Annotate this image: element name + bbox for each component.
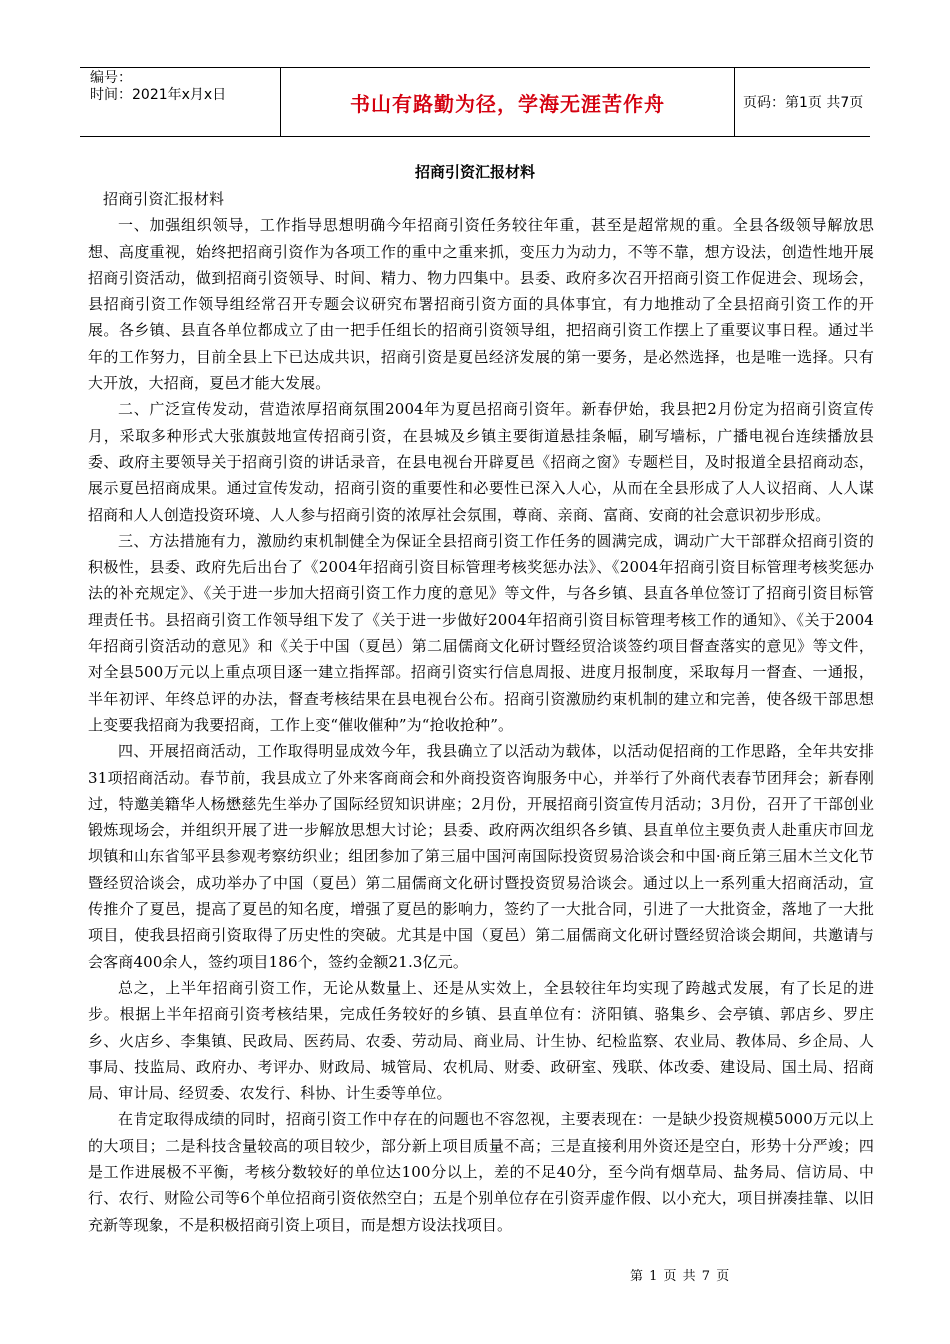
paragraph-4: 四、开展招商活动，工作取得明显成效今年，我县确立了以活动为载体，以活动促招商的工作思路，全年共安排31项招商活动。春节前，我县成立了外来客商商会和外商投资咨询服务中心，并举行了外商代表春节团拜会；新春刚过，特邀美籍华人杨懋慈先生举办了国际经贸知识讲座；2月份，开展招商引资宣传月活动；3月份，召开了干部创业锻炼现场会，并组织开展了进一步解放思想大讨论；县委、政府两次组织各乡镇、县直单位主要负责人赴重庆市回龙坝镇和山东省邹平县参观考察纺织业；组团参加了第三届中国河南国际投资贸易洽谈会和中国·商丘第三届木兰文化节暨经贸洽谈会，成功举办了中国（夏邑）第二届儒商文化研讨暨投资贸易洽谈会。通过以上一系列重大招商活动，宣传推介了夏邑，提高了夏邑的知名度，增强了夏邑的影响力，签约了一大批合同，引进了一大批资金，落地了一大批项目，使我县招商引资取得了历史性的突破。尤其是中国（夏邑）第二届儒商文化研讨暨经贸洽谈会期间，共邀请与会客商400余人，签约项目186个，签约金额21.3亿元。 bbox=[88, 742, 874, 971]
time-label: 时间：2021年x月x日 bbox=[90, 87, 227, 103]
paragraph-6: 在肯定取得成绩的同时，招商引资工作中存在的问题也不容忽视，主要表现在：一是缺少投资规模5000万元以上的大项目；二是科技含量较高的项目较少，部分新上项目质量不高；三是直接利用外资还是空白，形势十分严竣；四是工作进展极不平衡，考核分数较好的单位达100分以上，差的不足40分，至今尚有烟草局、盐务局、信访局、中行、农行、财险公司等6个单位招商引资依然空白；五是个别单位存在引资弄虚作假、以小充大，项目拼凑挂靠、以旧充新等现象，不是积极招商引资上项目，而是想方设法找项目。 bbox=[88, 1110, 874, 1234]
paragraph-1: 一、加强组织领导，工作指导思想明确今年招商引资任务较往年重，甚至是超常规的重。全县各级领导解放思想、高度重视，始终把招商引资作为各项工作的重中之重来抓，变压力为动力，不等不靠，想方设法，创造性地开展招商引资活动，做到招商引资领导、时间、精力、物力四集中。县委、政府多次召开招商引资工作促进会、现场会，县招商引资工作领导组经常召开专题会议研究布署招商引资方面的具体事宜，有力地推动了全县招商引资工作的开展。各乡镇、县直各单位都成立了由一把手任组长的招商引资领导组，把招商引资工作摆上了重要议事日程。通过半年的工作努力，目前全县上下已达成共识，招商引资是夏邑经济发展的第一要务，是必然选择，也是唯一选择。只有大开放，大招商，夏邑才能大发展。 bbox=[88, 216, 874, 393]
number-label: 编号： bbox=[90, 70, 132, 86]
footer-page-number: 第 1 页 共 7 页 bbox=[630, 1269, 731, 1284]
document-body bbox=[88, 186, 874, 1238]
header-meta bbox=[80, 68, 280, 136]
paragraph-2: 二、广泛宣传发动，营造浓厚招商氛围2004年为夏邑招商引资年。新春伊始，我县把2月份定为招商引资宣传月，采取多种形式大张旗鼓地宣传招商引资，在县城及乡镇主要街道悬挂条幅，刷写墙标，广播电视台连续播放县委、政府主要领导关于招商引资的讲话录音，在县电视台开辟夏邑《招商之窗》专题栏目，及时报道全县招商动态，展示夏邑招商成果。通过宣传发动，招商引资的重要性和必要性已深入人心，从而在全县形成了人人议招商、人人谋招商和人人创造投资环境、人人参与招商引资的浓厚社会氛围，尊商、亲商、富商、安商的社会意识初步形成。 bbox=[88, 400, 874, 524]
document-header bbox=[80, 67, 870, 137]
paragraph-3: 三、方法措施有力，激励约束机制健全为保证全县招商引资工作任务的圆满完成，调动广大干部群众招商引资的积极性，县委、政府先后出台了《2004年招商引资目标管理考核奖惩办法》、《2004年招商引资目标管理考核奖惩办法的补充规定》、《关于进一步加大招商引资工作力度的意见》等文件，与各乡镇、县直各单位签订了招商引资目标管理责任书。县招商引资工作领导组下发了《关于进一步做好2004年招商引资目标管理考核工作的通知》、《关于2004年招商引资活动的意见》和《关于中国（夏邑）第二届儒商文化研讨暨经贸洽谈签约项目督查落实的意见》等文件，对全县500万元以上重点项目逐一建立指挥部。招商引资实行信息周报、进度月报制度，采取每月一督查、一通报，半年初评、年终总评的办法，督查考核结果在县电视台公布。招商引资激励约束机制的建立和完善，使各级干部思想上变要我招商为我要招商，工作上变“催收催种”为“抢收抢种”。 bbox=[88, 531, 874, 734]
document-subtitle: 招商引资汇报材料 bbox=[103, 190, 225, 208]
paragraph-5: 总之，上半年招商引资工作，无论从数量上、还是从实效上，全县较往年均实现了跨越式发展，有了长足的进步。根据上半年招商引资考核结果，完成任务较好的乡镇、县直单位有：济阳镇、骆集乡、会亭镇、郭店乡、罗庄乡、火店乡、李集镇、民政局、医药局、农委、劳动局、商业局、计生协、纪检监察、农业局、教体局、乡企局、人事局、技监局、政府办、考评办、财政局、城管局、农机局、财委、政研室、残联、体改委、建设局、国土局、招商局、审计局、经贸委、农发行、科协、计生委等单位。 bbox=[88, 978, 874, 1103]
document-title: 招商引资汇报材料 bbox=[414, 163, 535, 181]
header-page-info: 页码：第1页 共7页 bbox=[743, 95, 864, 111]
header-motto: 书山有路勤为径，学海无涯苦作舟 bbox=[280, 68, 735, 136]
